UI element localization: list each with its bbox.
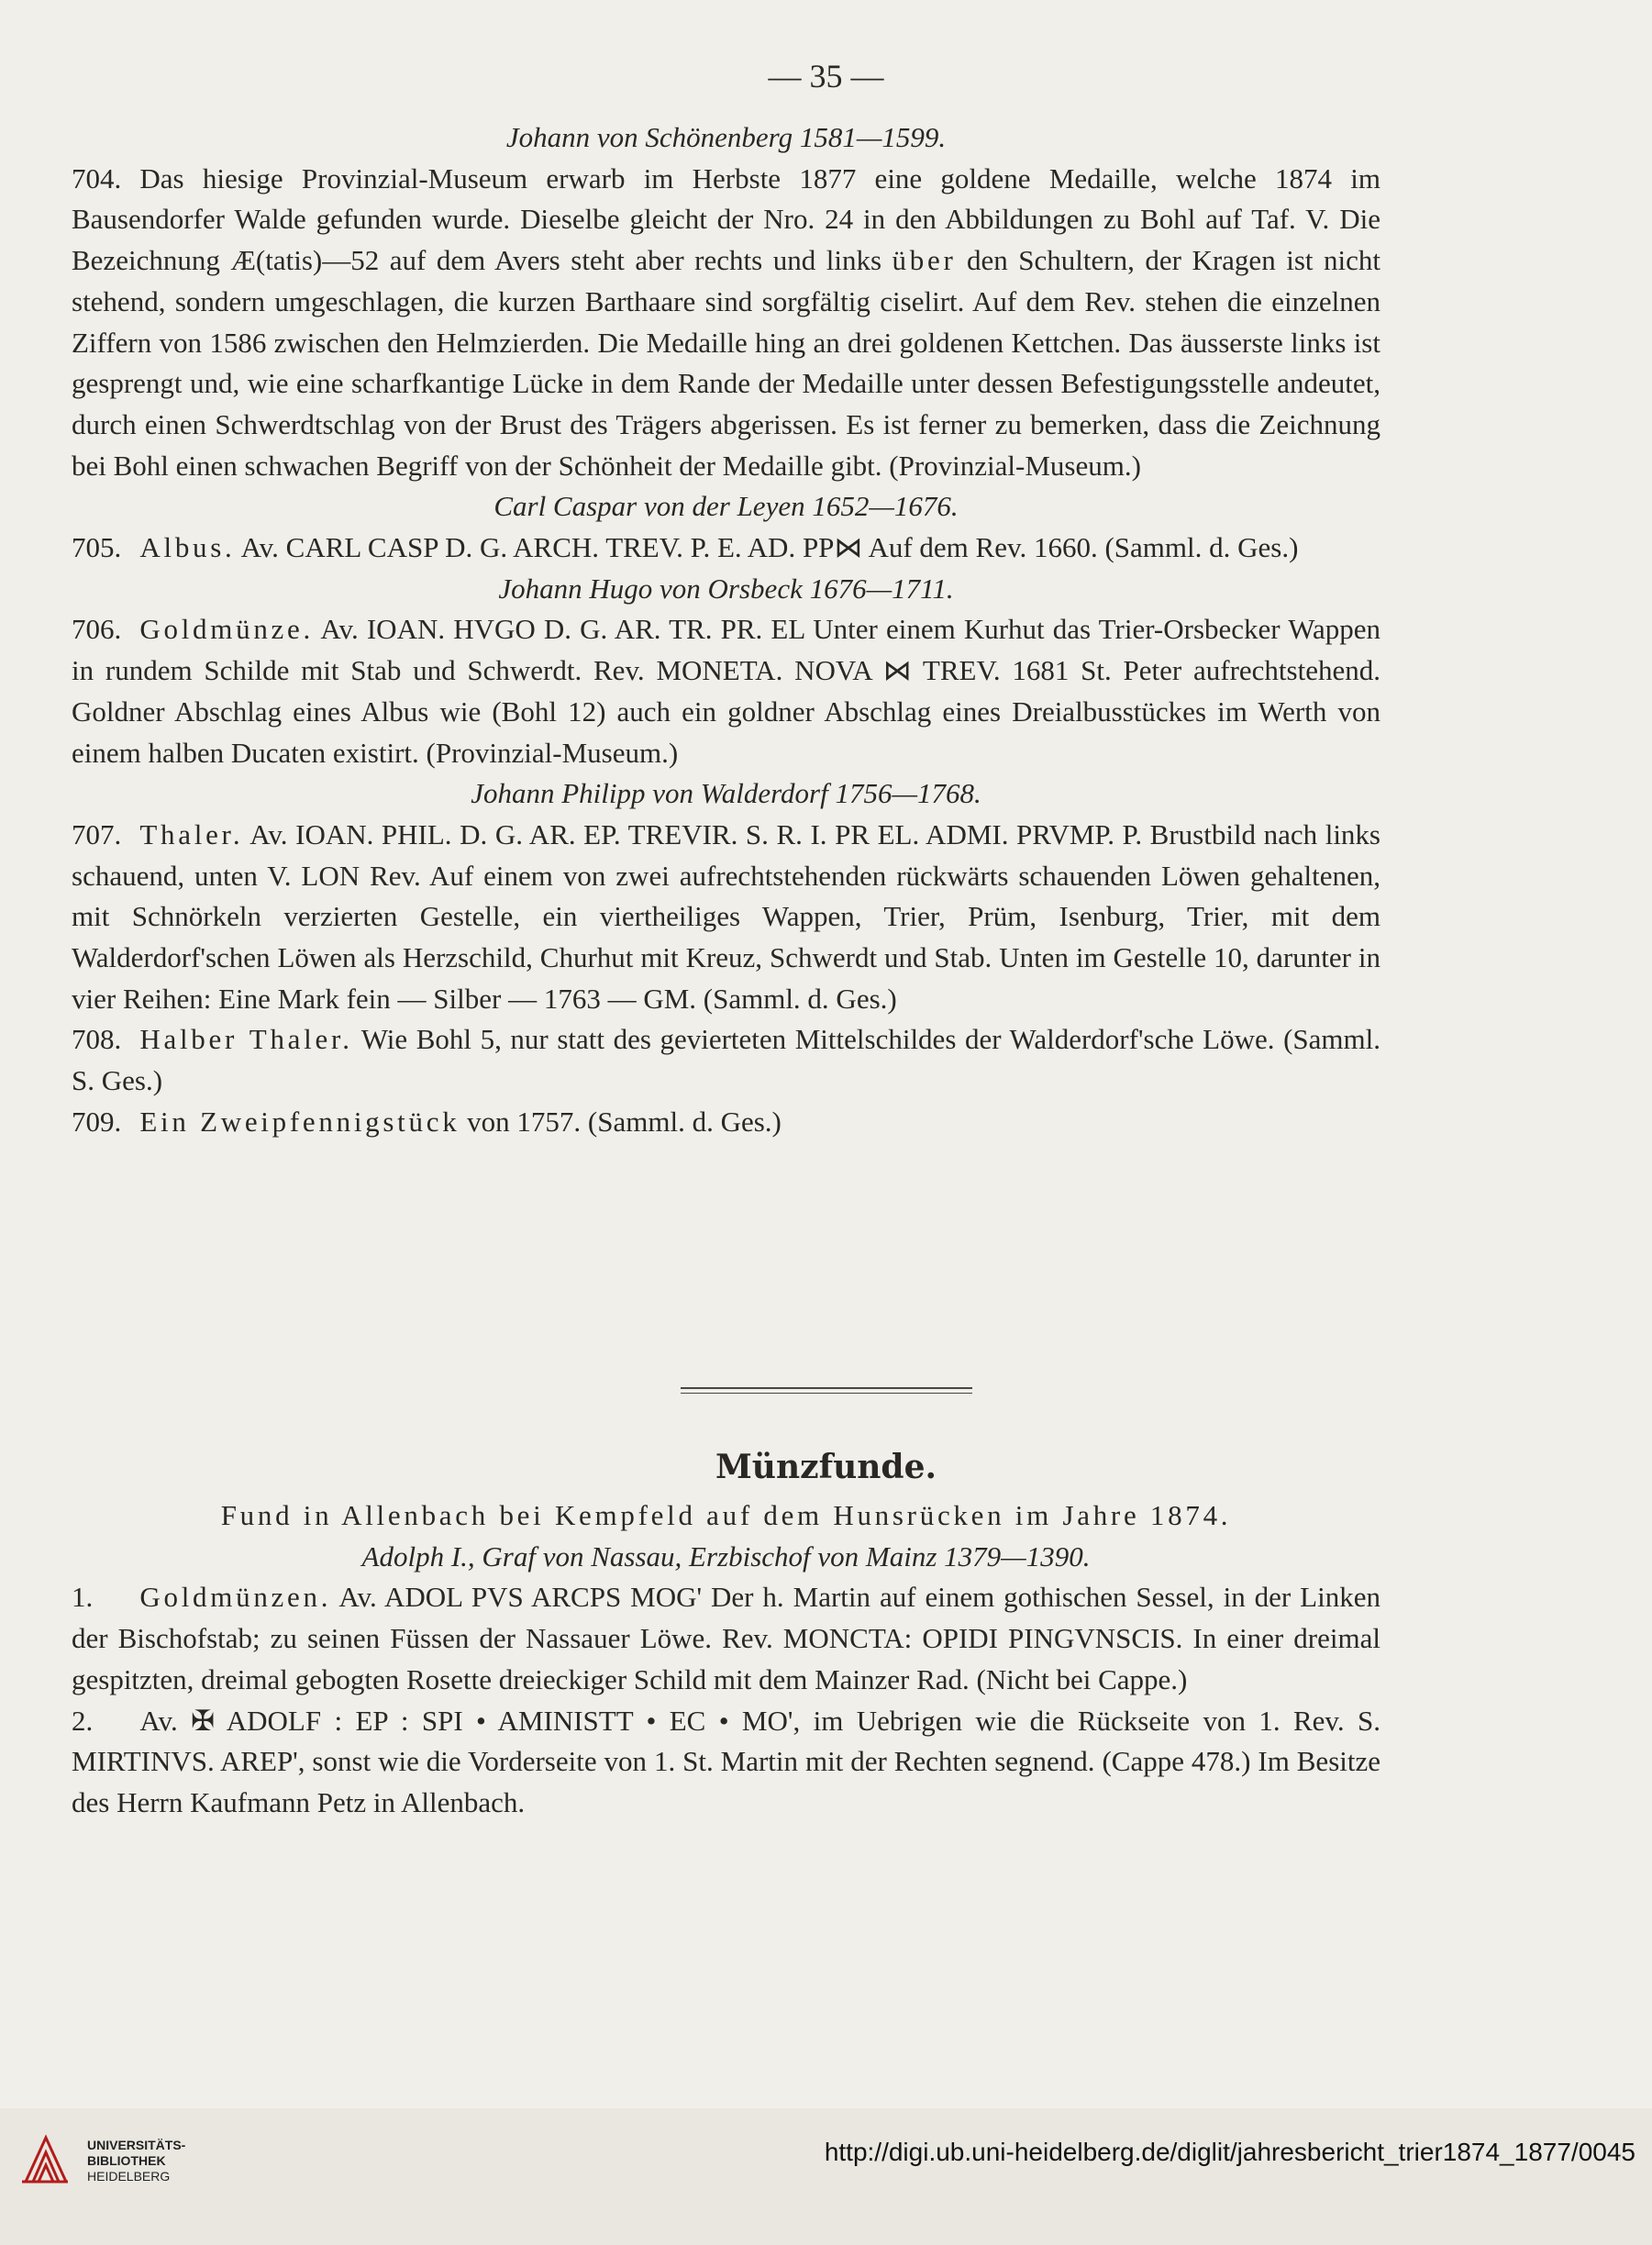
- ruler-heading: Carl Caspar von der Leyen 1652—1676.: [493, 490, 959, 523]
- entry-706: [72, 609, 1380, 773]
- find-entry-2: [72, 1701, 1380, 1824]
- upper-text-block: [72, 117, 1380, 1143]
- coin-type: Thaler.: [139, 817, 244, 850]
- ruler-heading: Johann von Schönenberg 1581—1599.: [505, 121, 947, 153]
- coin-type: Albus.: [139, 531, 236, 564]
- entry-text: Av. ADOL PVS ARCPS MOG' Der h. Martin auf einem gothischen Sessel, in der Linken der Bischofstab; zu seinen Füssen der Nassauer Löwe. Rev. MONCTA: OPIDI PINGVNSCIS. In einer dreimal gespitzten, dreimal gebogten Rosette dreieckiger Schild mit dem Mainzer Rad. (Nicht bei Cappe.): [72, 1581, 1380, 1695]
- entry-number: 708.: [72, 1023, 122, 1056]
- entry-text: Av. IOAN. HVGO D. G. AR. TR. PR. EL Unter einem Kurhut das Trier-Orsbecker Wappen in rundem Schilde mit Stab und Schwerdt. Rev. MONETA. NOVA ⋈ TREV. 1681 St. Peter aufrechtstehend. Goldner Abschlag eines Albus wie (Bohl 12) auch ein goldner Abschlag eines Dreialbusstückes im Werth von einem halben Ducaten existirt. (Provinzial-Museum.): [72, 613, 1380, 769]
- entry-text: von 1757. (Samml. d. Ges.): [460, 1105, 782, 1138]
- entry-text: Wie Bohl 5, nur statt des gevierteten Mittelschildes der Walderdorf'sche Löwe. (Samml. S. Ges.): [72, 1023, 1380, 1097]
- entry-705: [72, 528, 1380, 569]
- library-name: UNIVERSITÄTS- BIBLIOTHEK HEIDELBERG: [87, 2138, 186, 2184]
- entry-number: 709.: [72, 1105, 122, 1138]
- coin-type: Goldmünzen.: [139, 1581, 332, 1614]
- entry-number: 707.: [72, 817, 122, 850]
- entry-text: Av. CARL CASP D. G. ARCH. TREV. P. E. AD. PP⋈ Auf dem Rev. 1660. (Samml. d. Ges.): [235, 531, 1299, 564]
- entry-number: 1.: [72, 1581, 94, 1614]
- fund-heading: Fund in Allenbach bei Kempfeld auf dem Hunsrücken im Jahre 1874.: [220, 1499, 1232, 1531]
- coin-type: Goldmünze.: [139, 613, 314, 646]
- entry-text: Das hiesige Provinzial-Museum erwarb im Herbste 1877 eine goldene Medaille, welche 1874 im Bausendorfer Walde gefunden wurde. Dieselbe gleicht der Nro. 24 in den Abbildungen zu Bohl auf Taf. V. Die Bezeichnung Æ(tatis)—52 auf dem Avers steht aber rechts und links: [72, 161, 1380, 277]
- entry-number: 704.: [72, 161, 122, 194]
- entry-text: über: [892, 244, 957, 277]
- library-logo-icon: [20, 2132, 70, 2187]
- entry-707: [72, 815, 1380, 1020]
- entry-709: [72, 1102, 1380, 1143]
- coin-type: Halber Thaler.: [139, 1023, 353, 1056]
- entry-708: [72, 1019, 1380, 1101]
- entry-text: Av. IOAN. PHIL. D. G. AR. EP. TREVIR. S. R. I. PR EL. ADMI. PRVMP. P. Brustbild nach links schauend, unten V. LON Rev. Auf einem von zwei aufrechtstehenden rückwärts schauenden Löwen gehaltenen, mit Schnörkeln verzierten Gestelle, ein viertheiliges Wappen, Trier, Prüm, Isenburg, Trier, mit dem Walderdorf'schen Löwen als Herzschild, Churhut mit Kreuz, Schwerdt und Stab. Unten im Gestelle 10, darunter in vier Reihen: Eine Mark fein — Silber — 1763 — GM. (Samml. d. Ges.): [72, 817, 1380, 1015]
- library-footer: [0, 2108, 1652, 2245]
- section-divider: [0, 1387, 1652, 1394]
- entry-number: 2.: [72, 1704, 94, 1737]
- entry-text: den Schultern, der Kragen ist nicht stehend, sondern umgeschlagen, die kurzen Barthaare sind sorgfältig ciselirt. Auf dem Rev. stehen die einzelnen Ziffern von 1586 zwischen den Helmzierden. Die Medaille hing an drei goldenen Kettchen. Das äusserste links ist gesprengt und, wie eine scharfkantige Lücke in dem Rande der Medaille unter dessen Befestigungsstelle andeutet, durch einen Schwerdtschlag von der Brust des Trägers abgerissen. Es ist ferner zu bemerken, dass die Zeichnung bei Bohl einen schwachen Begriff von der Schönheit der Medaille gibt. (Provinzial-Museum.): [72, 244, 1380, 482]
- coin-type: Ein Zweipfennigstück: [139, 1105, 460, 1138]
- entry-number: 706.: [72, 613, 122, 646]
- page-number: — 35 —: [768, 58, 884, 94]
- lower-text-block: [72, 1495, 1380, 1824]
- entry-number: 705.: [72, 531, 122, 564]
- ruler-heading: Johann Philipp von Walderdorf 1756—1768.: [471, 777, 981, 810]
- find-entry-1: [72, 1577, 1380, 1700]
- ruler-heading: Adolph I., Graf von Nassau, Erzbischof von Mainz 1379—1390.: [361, 1539, 1091, 1573]
- ruler-heading: Johann Hugo von Orsbeck 1676—1711.: [498, 572, 954, 605]
- source-url-link[interactable]: http://digi.ub.uni-heidelberg.de/diglit/jahresbericht_trier1874_1877/0045: [824, 2138, 1635, 2166]
- section-title: Münzfunde.: [715, 1448, 937, 1486]
- entry-704: [72, 159, 1380, 487]
- entry-text: Av. ✠ ADOLF : EP : SPI • AMINISTT • EC • MO', im Uebrigen wie die Rückseite von 1. Rev. S. MIRTINVS. AREP', sonst wie die Vorderseite von 1. St. Martin mit der Rechten segnend. (Cappe 478.) Im Besitze des Herrn Kaufmann Petz in Allenbach.: [72, 1704, 1380, 1818]
